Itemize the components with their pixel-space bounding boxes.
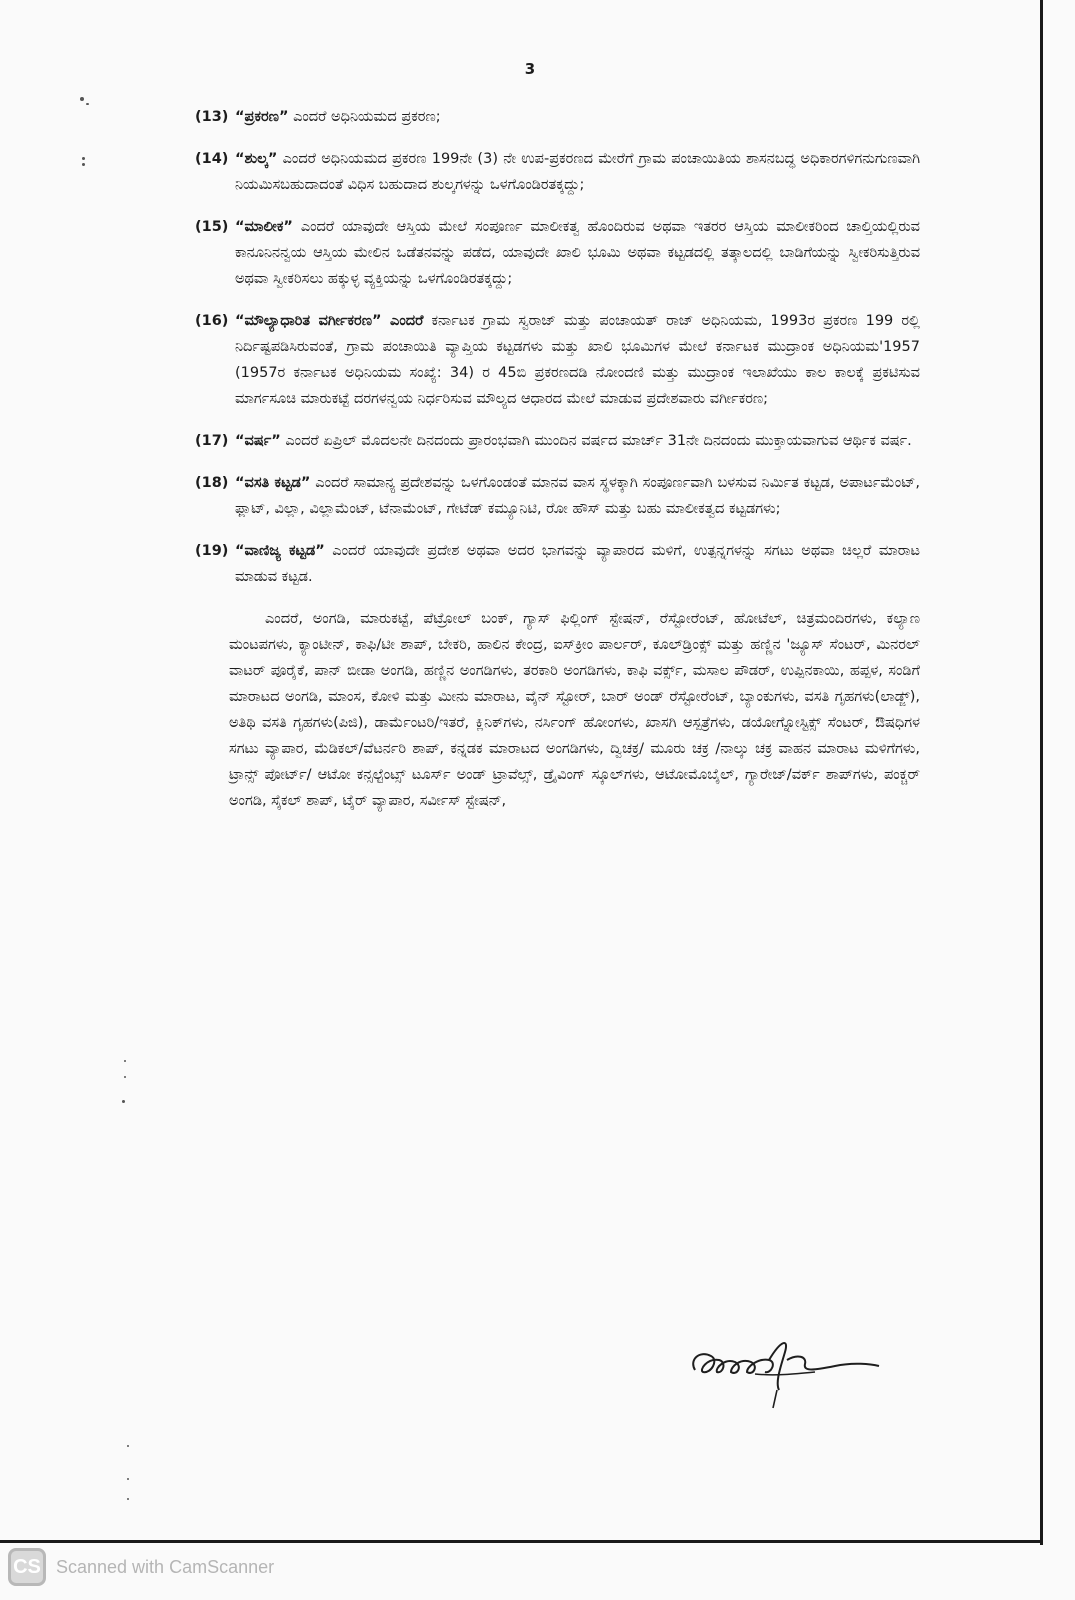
scan-speck <box>127 1498 129 1500</box>
document-body <box>195 104 920 829</box>
clause-term: “ವರ್ಷ” <box>235 433 281 449</box>
clause-16 <box>195 308 920 412</box>
clause-17 <box>195 428 920 454</box>
scan-speck <box>124 1076 126 1078</box>
clause-18 <box>195 470 920 522</box>
clause-number: (16) <box>195 313 229 329</box>
clause-number: (13) <box>195 109 229 125</box>
clause-text: ಕರ್ನಾಟಕ ಗ್ರಾಮ ಸ್ವರಾಜ್ ಮತ್ತು ಪಂಚಾಯತ್ ರಾಜ್ ಅಧಿನಿಯಮ, 1993ರ ಪ್ರಕರಣ 199 ರಲ್ಲಿ ನಿರ್ದಿಷ್ಟಪಡಿಸಿರುವಂತೆ, ಗ್ರಾಮ ಪಂಚಾಯಿತಿ ವ್ಯಾಪ್ತಿಯ ಕಟ್ಟಡಗಳು ಮತ್ತು ಖಾಲಿ ಭೂಮಿಗಳ ಮೇಲೆ ಕರ್ನಾಟಕ ಮುದ್ರಾಂಕ ಅಧಿನಿಯಮ'1957 (1957ರ ಕರ್ನಾಟಕ ಅಧಿನಿಯಮ ಸಂಖ್ಯೆ: 34) ರ 45ಬಿ ಪ್ರಕರಣದಡಿ ನೋಂದಣಿ ಮತ್ತು ಮುದ್ರಾಂಕ ಇಲಾಖೆಯು ಕಾಲ ಕಾಲಕ್ಕೆ ಪ್ರಕಟಿಸುವ ಮಾರ್ಗಸೂಚಿ ಮಾರುಕಟ್ಟೆ ದರಗಳನ್ವಯ ನಿರ್ಧರಿಸುವ ಮೌಲ್ಯದ ಆಧಾರದ ಮೇಲೆ ಮಾಡುವ ಪ್ರದೇಶವಾರು ವರ್ಗೀಕರಣ; <box>235 313 921 407</box>
clause-term: “ವಾಣಿಜ್ಯ ಕಟ್ಟಡ” <box>235 543 325 559</box>
clause-text: ಎಂದರೆ ಏಪ್ರಿಲ್ ಮೊದಲನೇ ದಿನದಂದು ಪ್ರಾರಂಭವಾಗಿ ಮುಂದಿನ ವರ್ಷದ ಮಾರ್ಚ್ 31ನೇ ದಿನದಂದು ಮುಕ್ತಾಯವಾಗುವ ಆರ್ಥಿಕ ವರ್ಷ. <box>280 433 912 449</box>
clause-number: (15) <box>195 219 229 235</box>
clause-text: ಎಂದರೆ ಅಧಿನಿಯಮದ ಪ್ರಕರಣ; <box>288 109 441 125</box>
clause-term: “ವಸತಿ ಕಟ್ಟಡ” <box>235 475 311 491</box>
clause-number: (17) <box>195 433 229 449</box>
clause-text: ಎಂದರೆ ಯಾವುದೇ ಪ್ರದೇಶ ಅಥವಾ ಅದರ ಭಾಗವನ್ನು ವ್ಯಾಪಾರದ ಮಳಿಗೆ, ಉತ್ಪನ್ನಗಳನ್ನು ಸಗಟು ಅಥವಾ ಚಿಲ್ಲರೆ ಮಾರಾಟ ಮಾಡುವ ಕಟ್ಟಡ. <box>235 543 920 585</box>
signature-image <box>685 1330 885 1410</box>
scan-speck <box>127 1478 129 1480</box>
scan-speck <box>86 103 89 105</box>
scanner-watermark <box>8 1545 274 1589</box>
clause-text: ಎಂದರೆ ಯಾವುದೇ ಆಸ್ತಿಯ ಮೇಲೆ ಸಂಪೂರ್ಣ ಮಾಲೀಕತ್ವ ಹೊಂದಿರುವ ಅಥವಾ ಇತರರ ಆಸ್ತಿಯ ಮಾಲೀಕರಿಂದ ಚಾಲ್ತಿಯಲ್ಲಿರುವ ಕಾನೂನಿನನ್ವಯ ಆಸ್ತಿಯ ಮೇಲಿನ ಒಡೆತನವನ್ನು ಪಡೆದ, ಯಾವುದೇ ಖಾಲಿ ಭೂಮಿ ಅಥವಾ ಕಟ್ಟಡದಲ್ಲಿ ತತ್ಕಾಲದಲ್ಲಿ ಬಾಡಿಗೆಯನ್ನು ಸ್ವೀಕರಿಸುತ್ತಿರುವ ಅಥವಾ ಸ್ವೀಕರಿಸಲು ಹಕ್ಕುಳ್ಳ ವ್ಯಕ್ತಿಯನ್ನು ಒಳಗೊಂಡಿರತಕ್ಕದ್ದು; <box>235 219 920 287</box>
clause-14 <box>195 146 920 198</box>
clause-13 <box>195 104 920 130</box>
clause-term: “ಶುಲ್ಕ” <box>235 151 278 167</box>
clause-text: ಎಂದರೆ ಅಧಿನಿಯಮದ ಪ್ರಕರಣ 199ನೇ (3) ನೇ ಉಪ-ಪ್ರಕರಣದ ಮೇರೆಗೆ ಗ್ರಾಮ ಪಂಚಾಯಿತಿಯ ಶಾಸನಬದ್ಧ ಅಧಿಕಾರಗಳಿಗನುಗುಣವಾಗಿ ನಿಯಮಿಸಬಹುದಾದಂತೆ ವಿಧಿಸ ಬಹುದಾದ ಶುಲ್ಕಗಳನ್ನು ಒಳಗೊಂಡಿರತಕ್ಕದ್ದು; <box>235 151 920 193</box>
scan-speck <box>80 97 84 101</box>
clause-number: (18) <box>195 475 229 491</box>
scan-border-bottom <box>0 1540 1043 1543</box>
clause-term: “ಪ್ರಕರಣ” <box>235 109 289 125</box>
clause-text: ಎಂದರೆ ಸಾಮಾನ್ಯ ಪ್ರದೇಶವನ್ನು ಒಳಗೊಂಡಂತೆ ಮಾನವ ವಾಸ ಸ್ಥಳಕ್ಕಾಗಿ ಸಂಪೂರ್ಣವಾಗಿ ಬಳಸುವ ನಿರ್ಮಿತ ಕಟ್ಟಡ, ಅಪಾರ್ಟಮೆಂಟ್, ಫ್ಲಾಟ್, ವಿಲ್ಲಾ, ವಿಲ್ಲಾಮೆಂಟ್, ಟೆನಾಮೆಂಟ್, ಗೇಟೆಡ್ ಕಮ್ಯೂನಿಟಿ, ರೋ ಹೌಸ್ ಮತ್ತು ಬಹು ಮಾಲೀಕತ್ವದ ಕಟ್ಟಡಗಳು; <box>235 475 921 517</box>
scan-speck <box>122 1100 125 1103</box>
commercial-building-examples: ಎಂದರೆ, ಅಂಗಡಿ, ಮಾರುಕಟ್ಟೆ, ಪೆಟ್ರೋಲ್ ಬಂಕ್, ಗ್ಯಾಸ್ ಫಿಲ್ಲಿಂಗ್ ಸ್ಟೇಷನ್, ರೆಸ್ಟೋರೆಂಟ್, ಹೋಟೆಲ್, ಚಿತ್ರಮಂದಿರಗಳು, ಕಲ್ಯಾಣ ಮಂಟಪಗಳು, ಕ್ಯಾಂಟೀನ್, ಕಾಫಿ/ಟೀ ಶಾಪ್, ಬೇಕರಿ, ಹಾಲಿನ ಕೇಂದ್ರ, ಐಸ್‌ಕ್ರೀಂ ಪಾರ್ಲರ್, ಕೂಲ್‌ಡ್ರಿಂಕ್ಸ್ ಮತ್ತು ಹಣ್ಣಿನ 'ಜ್ಯೂಸ್ ಸೆಂಟರ್, ಮಿನರಲ್ ವಾಟರ್ ಪೂರೈಕೆ, ಪಾನ್ ಬೀಡಾ ಅಂಗಡಿ, ಹಣ್ಣಿನ ಅಂಗಡಿಗಳು, ತರಕಾರಿ ಅಂಗಡಿಗಳು, ಕಾಫಿ ವರ್ಕ್ಸ್, ಮಸಾಲ ಪೌಡರ್, ಉಪ್ಪಿನಕಾಯಿ, ಹಪ್ಪಳ, ಸಂಡಿಗೆ ಮಾರಾಟದ ಅಂಗಡಿ, ಮಾಂಸ, ಕೋಳಿ ಮತ್ತು ಮೀನು ಮಾರಾಟ, ವೈನ್ ಸ್ಟೋರ್, ಬಾರ್ ಅಂಡ್ ರೆಸ್ಟೋರೆಂಟ್, ಬ್ಯಾಂಕುಗಳು, ವಸತಿ ಗೃಹಗಳು(ಲಾಡ್ಜ್), ಅತಿಥಿ ವಸತಿ ಗೃಹಗಳು(ಪಿಜಿ), ಡಾರ್ಮೆಂಟರಿ/ಇತರೆ, ಕ್ಲಿನಿಕ್‌ಗಳು, ನರ್ಸಿಂಗ್ ಹೋಂಗಳು, ಖಾಸಗಿ ಆಸ್ಪತ್ರೆಗಳು, ಡಯೋಗ್ನೋಸ್ಟಿಕ್ಸ್ ಸೆಂಟರ್, ಔಷಧಿಗಳ ಸಗಟು ವ್ಯಾಪಾರ, ಮೆಡಿಕಲ್/ವೆಟರ್ನರಿ ಶಾಪ್, ಕನ್ನಡಕ ಮಾರಾಟದ ಅಂಗಡಿಗಳು, ದ್ವಿಚಕ್ರ/ ಮೂರು ಚಕ್ರ /ನಾಲ್ಕು ಚಕ್ರ ವಾಹನ ಮಾರಾಟ ಮಳಿಗೆಗಳು, ಟ್ರಾನ್ಸ್ ಪೋರ್ಟ್/ ಆಟೋ ಕನ್ಸಲ್ಟೆಂಟ್ಸ್ ಟೂರ್ಸ್ ಅಂಡ್ ಟ್ರಾವೆಲ್ಸ್, ಡ್ರೈವಿಂಗ್ ಸ್ಕೂಲ್‌ಗಳು, ಆಟೋಮೊಬೈಲ್, ಗ್ಯಾರೇಜ್/ವರ್ಕ್ ಶಾಪ್‌ಗಳು, ಪಂಕ್ಚರ್ ಅಂಗಡಿ, ಸೈಕಲ್ ಶಾಪ್, ಟೈರ್ ವ್ಯಾಪಾರ, ಸರ್ವೀಸ್ ಸ್ಟೇಷನ್, <box>229 611 920 809</box>
scan-speck <box>82 163 85 166</box>
clause-term: “ಮೌಲ್ಯಾಧಾರಿತ ವರ್ಗೀಕರಣ” ಎಂದರೆ <box>235 313 424 329</box>
clause-19 <box>195 538 920 590</box>
clause-15 <box>195 214 920 292</box>
scan-border-right <box>1040 0 1043 1545</box>
scan-speck <box>82 157 85 160</box>
clause-number: (14) <box>195 151 229 167</box>
camscanner-logo-icon: CS <box>8 1548 46 1586</box>
page-number: 3 <box>524 60 536 78</box>
scan-speck <box>124 1060 126 1062</box>
clause-number: (19) <box>195 543 229 559</box>
watermark-text: Scanned with CamScanner <box>56 1556 275 1577</box>
scan-speck <box>127 1445 129 1447</box>
clause-term: “ಮಾಲೀಕ” <box>235 219 293 235</box>
